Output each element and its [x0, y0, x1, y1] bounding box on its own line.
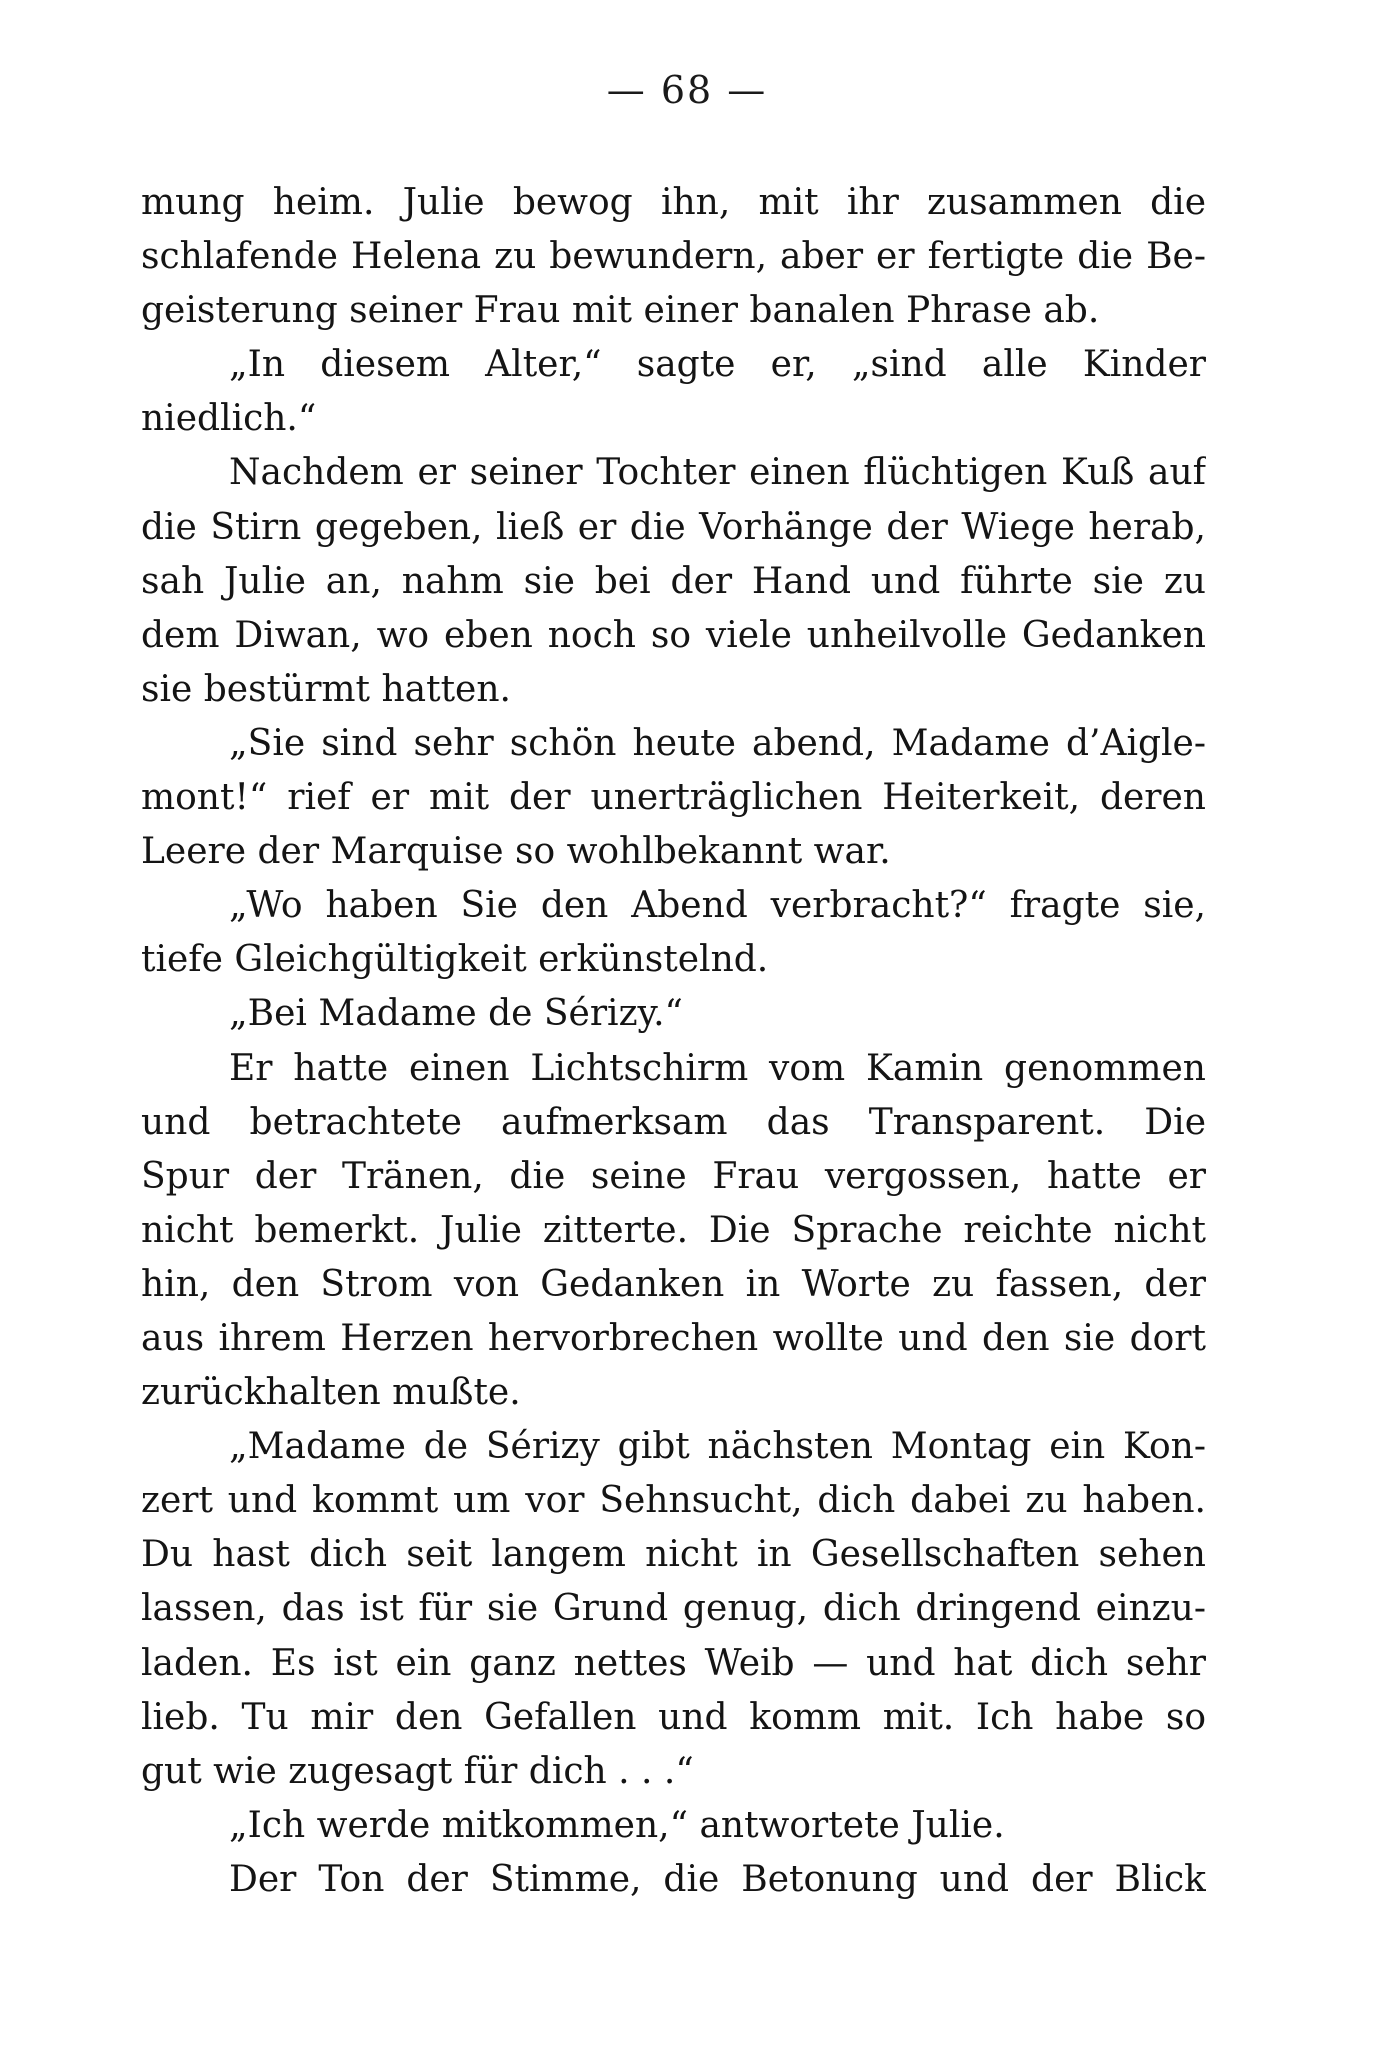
- text-line: Nachdem er seiner Tochter einen flüchtigen Kuß auf: [229, 452, 1206, 494]
- text-line: gut wie zugesagt für dich . . .“: [141, 1750, 694, 1792]
- text-line: Er hatte einen Lichtschirm vom Kamin genommen: [229, 1047, 1206, 1089]
- text-line: Leere der Marquise so wohlbekannt war.: [141, 831, 891, 873]
- text-line: und betrachtete aufmerksam das Transparent. Die: [141, 1101, 1206, 1143]
- text-line: lieb. Tu mir den Gefallen und komm mit. Ich habe so: [141, 1696, 1206, 1738]
- text-line: Der Ton der Stimme, die Betonung und der Blick: [229, 1858, 1206, 1900]
- text-line: geisterung seiner Frau mit einer banalen Phrase ab.: [141, 290, 1100, 332]
- text-line: lassen, das ist für sie Grund genug, dich dringend einzu-: [141, 1588, 1206, 1630]
- text-line: sie bestürmt hatten.: [141, 668, 511, 710]
- text-line: nicht bemerkt. Julie zitterte. Die Sprache reichte nicht: [141, 1209, 1206, 1251]
- text-line: zert und kommt um vor Sehnsucht, dich dabei zu haben.: [141, 1480, 1206, 1522]
- text-line: „Ich werde mitkommen,“ antwortete Julie.: [229, 1804, 1005, 1846]
- text-line: Spur der Tränen, die seine Frau vergossen, hatte er: [141, 1155, 1206, 1197]
- text-line: dem Diwan, wo eben noch so viele unheilvolle Gedanken: [141, 614, 1206, 656]
- text-line: tiefe Gleichgültigkeit erkünstelnd.: [141, 939, 769, 981]
- text-line: schlafende Helena zu bewundern, aber er fertigte die Be-: [141, 236, 1206, 278]
- text-line: zurückhalten mußte.: [141, 1372, 521, 1414]
- text-line: niedlich.“: [141, 398, 317, 440]
- text-line: die Stirn gegeben, ließ er die Vorhänge der Wiege herab,: [141, 506, 1206, 548]
- text-line: hin, den Strom von Gedanken in Worte zu fassen, der: [141, 1263, 1206, 1305]
- text-line: „Madame de Sérizy gibt nächsten Montag ein Kon-: [229, 1426, 1206, 1468]
- text-line: aus ihrem Herzen hervorbrechen wollte und den sie dort: [141, 1317, 1206, 1359]
- text-line: Du hast dich seit langem nicht in Gesellschaften sehen: [141, 1534, 1206, 1576]
- text-line: „Wo haben Sie den Abend verbracht?“ fragte sie,: [229, 885, 1206, 927]
- page-number: — 68 —: [606, 68, 768, 112]
- text-line: laden. Es ist ein ganz nettes Weib — und hat dich sehr: [141, 1642, 1206, 1684]
- body-text: [141, 176, 1206, 1907]
- text-line: „In diesem Alter,“ sagte er, „sind alle Kinder: [229, 344, 1206, 386]
- text-line: mung heim. Julie bewog ihn, mit ihr zusammen die: [141, 182, 1206, 223]
- text-line: „Sie sind sehr schön heute abend, Madame d’Aigle-: [229, 722, 1206, 764]
- text-line: „Bei Madame de Sérizy.“: [229, 993, 683, 1035]
- text-line: mont!“ rief er mit der unerträglichen Heiterkeit, deren: [141, 777, 1206, 819]
- text-line: sah Julie an, nahm sie bei der Hand und führte sie zu: [141, 560, 1206, 602]
